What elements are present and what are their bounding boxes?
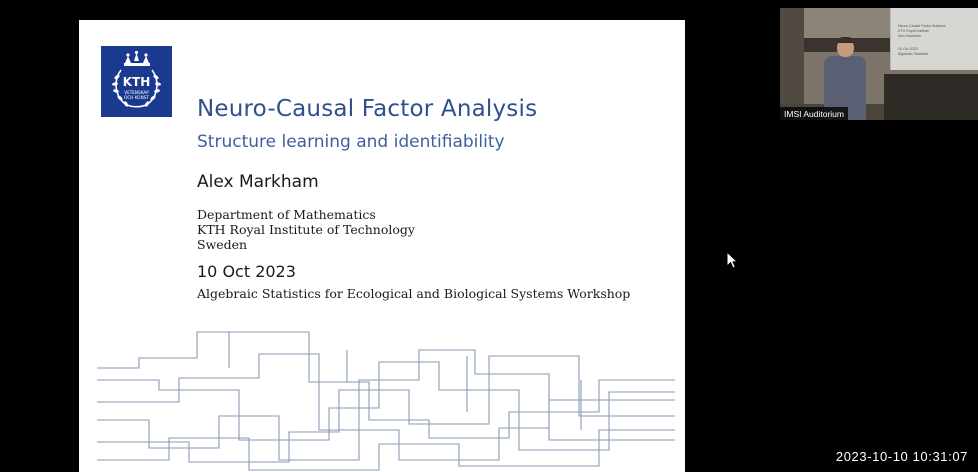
svg-text:OCH KONST: OCH KONST <box>124 95 149 100</box>
affiliation-line-2: KTH Royal Institute of Technology <box>197 222 415 237</box>
circuit-trace-decoration <box>79 320 685 472</box>
projected-line-2: KTH Royal Institute <box>898 29 929 33</box>
affiliation-line-1: Department of Mathematics <box>197 207 376 222</box>
webcam-podium <box>884 74 978 120</box>
svg-text:KTH: KTH <box>122 75 151 89</box>
webcam-projection-screen <box>890 8 978 70</box>
slide-affiliation <box>197 207 415 252</box>
webcam-source-label: IMSI Auditorium <box>780 107 848 120</box>
projected-line-3: Alex Markham <box>898 34 921 38</box>
slide-title: Neuro-Causal Factor Analysis <box>197 96 538 122</box>
kth-logo <box>101 46 172 117</box>
slide-venue: Algebraic Statistics for Ecological and Biological Systems Workshop <box>197 286 631 301</box>
slide-date: 10 Oct 2023 <box>197 262 296 281</box>
recording-timestamp: 2023-10-10 10:31:07 <box>835 449 968 464</box>
projected-line-1: Neuro-Causal Factor Analysis <box>898 24 946 28</box>
slide-author: Alex Markham <box>197 172 319 192</box>
presentation-slide <box>79 20 685 472</box>
slide-subtitle: Structure learning and identifiability <box>197 132 505 152</box>
speaker-webcam-inset[interactable] <box>780 8 978 120</box>
affiliation-line-3: Sweden <box>197 237 248 252</box>
projected-line-4: 10 Oct 2023 <box>898 47 918 51</box>
webcam-speaker-hair <box>837 37 854 43</box>
webcam-wall-strip <box>804 8 890 38</box>
projected-line-5: Algebraic Statistics <box>898 52 929 56</box>
mouse-pointer-icon <box>726 251 738 269</box>
svg-text:VETENSKAP: VETENSKAP <box>124 90 149 95</box>
